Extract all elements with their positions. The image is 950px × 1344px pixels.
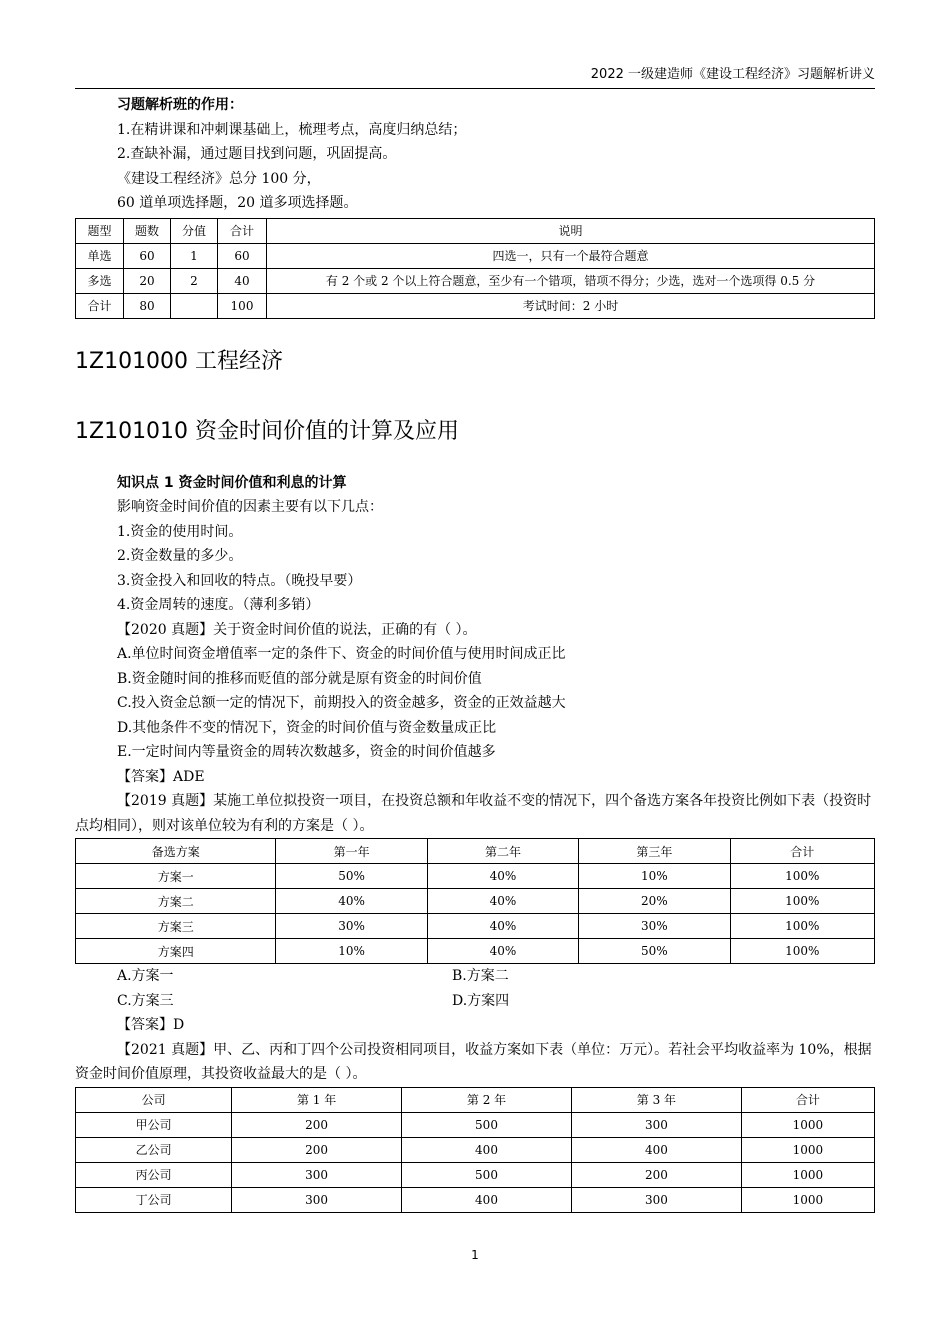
table-cell: 单选 <box>76 243 124 268</box>
table-row <box>76 1162 875 1187</box>
table-row <box>76 914 875 939</box>
table-cell: 1000 <box>741 1112 874 1137</box>
table-cell: 500 <box>402 1162 572 1187</box>
table-cell: 20% <box>579 889 730 914</box>
table-cell: 200 <box>571 1162 741 1187</box>
table-cell: 300 <box>232 1187 402 1212</box>
table-cell: 2 <box>171 268 218 293</box>
table-header-cell: 第三年 <box>579 839 730 864</box>
intro-point: 1.在精讲课和冲刺课基础上，梳理考点，高度归纳总结； <box>117 121 467 138</box>
table-row <box>76 293 875 318</box>
page-content <box>75 93 875 1213</box>
question-answer: 【答案】ADE <box>117 768 205 785</box>
table-row <box>76 243 875 268</box>
question-option: B.资金随时间的推移而贬值的部分就是原有资金的时间价值 <box>117 670 482 687</box>
table-header-cell: 第二年 <box>427 839 578 864</box>
table-cell: 500 <box>402 1112 572 1137</box>
table-cell: 100% <box>730 864 874 889</box>
page-number: 1 <box>471 1248 479 1262</box>
table-cell: 100% <box>730 939 874 964</box>
table-row <box>76 1187 875 1212</box>
table-cell: 考试时间：2 小时 <box>267 293 875 318</box>
table-row <box>76 1137 875 1162</box>
table-cell: 合计 <box>76 293 124 318</box>
page-footer <box>0 1248 950 1262</box>
table-cell: 100 <box>218 293 267 318</box>
table-cell: 20 <box>124 268 171 293</box>
knowledge-point-title: 知识点 1 资金时间价值和利息的计算 <box>117 474 347 491</box>
page-header <box>75 64 875 89</box>
table-row <box>76 939 875 964</box>
table-cell: 40% <box>276 889 427 914</box>
section-title: 1Z101010 资金时间价值的计算及应用 <box>75 418 460 444</box>
table-cell: 400 <box>402 1137 572 1162</box>
table-cell: 方案三 <box>76 914 276 939</box>
question-stem: 【2020 真题】关于资金时间价值的说法，正确的有（ ）。 <box>117 621 477 638</box>
table-cell: 40% <box>427 914 578 939</box>
kp-factor: 3.资金投入和回收的特点。（晚投早要） <box>117 572 362 589</box>
table-row <box>76 1112 875 1137</box>
question-option: D.方案四 <box>452 992 510 1009</box>
table-cell: 300 <box>571 1112 741 1137</box>
table-header-cell: 说明 <box>267 218 875 243</box>
question-stem: 【2021 真题】甲、乙、丙和丁四个公司投资相同项目，收益方案如下表（单位：万元）。若社会平均收益率为 10%，根据资金时间价值原理，其投资收益最大的是（ ）。 <box>75 1041 872 1082</box>
question-option: E.一定时间内等量资金的周转次数越多，资金的时间价值越多 <box>117 744 496 760</box>
table-cell: 40% <box>427 939 578 964</box>
table-cell: 乙公司 <box>76 1137 232 1162</box>
table-cell: 方案一 <box>76 864 276 889</box>
table-header-cell: 第 2 年 <box>402 1087 572 1112</box>
table-cell: 30% <box>579 914 730 939</box>
table-header-cell: 第 3 年 <box>571 1087 741 1112</box>
question-stem: 【2019 真题】某施工单位拟投资一项目，在投资总额和年收益不变的情况下，四个备选方案各年投资比例如下表（投资时点均相同），则对该单位较为有利的方案是（ ）。 <box>75 793 872 834</box>
kp-intro: 影响资金时间价值的因素主要有以下几点： <box>117 499 383 515</box>
table-cell: 1000 <box>741 1137 874 1162</box>
table-cell: 1 <box>171 243 218 268</box>
chapter-title: 1Z101000 工程经济 <box>75 348 284 374</box>
question-option: D.其他条件不变的情况下，资金的时间价值与资金数量成正比 <box>117 719 497 736</box>
intro-heading: 习题解析班的作用： <box>117 97 243 113</box>
table-cell: 10% <box>579 864 730 889</box>
table-cell: 10% <box>276 939 427 964</box>
table-cell: 方案四 <box>76 939 276 964</box>
table-cell: 1000 <box>741 1162 874 1187</box>
question-option: B.方案二 <box>452 968 509 984</box>
table-cell: 300 <box>571 1187 741 1212</box>
table-cell <box>171 293 218 318</box>
table-cell: 100% <box>730 914 874 939</box>
table-header-row <box>76 839 875 864</box>
table-cell: 有 2 个或 2 个以上符合题意，至少有一个错项，错项不得分；少选，选对一个选项得 0.5 分 <box>267 268 875 293</box>
question-option: C.方案三 <box>117 992 174 1009</box>
table-cell: 60 <box>218 243 267 268</box>
intro-total: 《建设工程经济》总分 100 分， <box>117 170 321 187</box>
score-table <box>75 218 875 319</box>
table-cell: 丙公司 <box>76 1162 232 1187</box>
table-cell: 甲公司 <box>76 1112 232 1137</box>
table-cell: 30% <box>276 914 427 939</box>
company-table <box>75 1087 875 1213</box>
table-cell: 方案二 <box>76 889 276 914</box>
table-cell: 四选一，只有一个最符合题意 <box>267 243 875 268</box>
table-header-cell: 备选方案 <box>76 839 276 864</box>
table-row <box>76 864 875 889</box>
table-header-cell: 合计 <box>218 218 267 243</box>
intro-point: 2.查缺补漏，通过题目找到问题，巩固提高。 <box>117 146 397 162</box>
table-cell: 40 <box>218 268 267 293</box>
table-header-row <box>76 1087 875 1112</box>
table-cell: 80 <box>124 293 171 318</box>
table-cell: 300 <box>232 1162 402 1187</box>
options-row <box>75 989 875 1014</box>
intro-composition: 60 道单项选择题，20 道多项选择题。 <box>117 195 358 211</box>
kp-factor: 2.资金数量的多少。 <box>117 548 243 564</box>
table-header-cell: 合计 <box>741 1087 874 1112</box>
question-answer: 【答案】D <box>117 1017 185 1033</box>
table-cell: 1000 <box>741 1187 874 1212</box>
table-row <box>76 889 875 914</box>
table-header-cell: 合计 <box>730 839 874 864</box>
table-cell: 200 <box>232 1137 402 1162</box>
table-cell: 50% <box>579 939 730 964</box>
table-cell: 400 <box>402 1187 572 1212</box>
table-cell: 60 <box>124 243 171 268</box>
table-cell: 400 <box>571 1137 741 1162</box>
table-header-row <box>76 218 875 243</box>
table-row <box>76 268 875 293</box>
kp-factor: 4.资金周转的速度。（薄利多销） <box>117 597 320 613</box>
table-header-cell: 题型 <box>76 218 124 243</box>
options-row <box>75 964 875 989</box>
question-option: C.投入资金总额一定的情况下，前期投入的资金越多，资金的正效益越大 <box>117 695 566 711</box>
question-option: A.单位时间资金增值率一定的条件下、资金的时间价值与使用时间成正比 <box>117 646 566 662</box>
table-cell: 多选 <box>76 268 124 293</box>
header-title: 2022 一级建造师《建设工程经济》习题解析讲义 <box>590 67 875 82</box>
table-cell: 50% <box>276 864 427 889</box>
table-header-cell: 题数 <box>124 218 171 243</box>
kp-factor: 1.资金的使用时间。 <box>117 523 243 540</box>
table-header-cell: 第一年 <box>276 839 427 864</box>
table-header-cell: 分值 <box>171 218 218 243</box>
question-option: A.方案一 <box>117 968 174 984</box>
table-cell: 40% <box>427 889 578 914</box>
table-header-cell: 公司 <box>76 1087 232 1112</box>
table-cell: 100% <box>730 889 874 914</box>
table-header-cell: 第 1 年 <box>232 1087 402 1112</box>
plan-table <box>75 838 875 964</box>
table-cell: 丁公司 <box>76 1187 232 1212</box>
table-cell: 40% <box>427 864 578 889</box>
table-cell: 200 <box>232 1112 402 1137</box>
